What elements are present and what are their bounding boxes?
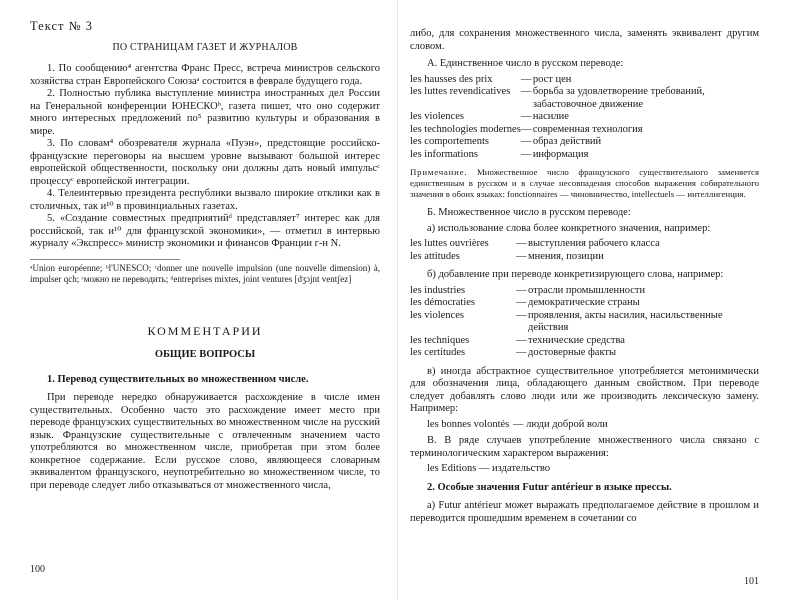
news-paragraph: 4. Телеинтервью президента республики вызвало широкие отклики как в столичных, так и¹⁰ в провинциальных газетах. bbox=[30, 188, 380, 212]
body-paragraph: а) Futur antérieur может выражать предполагаемое действие в прошлом и переводится прошедшим временем в сочетании со bbox=[410, 500, 759, 524]
vocab-row: les industries — отрасли промышленности bbox=[410, 284, 646, 296]
news-paragraph: 2. Полностью публика выступление министра иностранных дел России на Генеральной конференции ЮНЕСКОᵇ, газета пишет, что оно содержит много интересных предложений по⁵ развитию культуры и образования в мире. bbox=[30, 88, 380, 137]
section-b-heading: Б. Множественное число в русском переводе: bbox=[427, 207, 631, 218]
section-title: ПО СТРАНИЦАМ ГАЗЕТ И ЖУРНАЛОВ bbox=[112, 41, 298, 53]
section-b-v: в) иногда абстрактное существительное употребляется метонимически для обозначения лица, обладающего данным свойством. При переводе следует добавлять слово люди или же производить лексическую замену. Например: bbox=[410, 365, 759, 414]
comments-title: КОММЕНТАРИИ bbox=[147, 323, 263, 338]
general-questions-title: ОБЩИЕ ВОПРОСЫ bbox=[154, 349, 256, 360]
news-paragraph: 3. По словам⁴ обозревателя журнала «Пуэн», предстоящие российско-французские переговоры на высшем уровне вызывают большой интерес европейской общественности, поскольку они должны дать новый импульсᶜ процессуᶜ европейской интеграции. bbox=[30, 138, 380, 187]
example-bonnes-volontes bbox=[410, 419, 759, 432]
news-paragraph: 5. «Создание совместных предприятийᵈ представляет⁷ интерес как для российской, так и¹⁰ для французской экономики», — отметил в интервью журналу «Экспресс» министр экономики и финансов Франции г-н N. bbox=[30, 213, 380, 249]
section-b-b: б) добавление при переводе конкретизирующего слова, например: bbox=[427, 269, 724, 280]
page-number-left: 100 bbox=[30, 563, 45, 575]
vocab-row: les certitudes — достоверные факты bbox=[410, 347, 617, 358]
section-a-heading: А. Единственное число в русском переводе: bbox=[427, 58, 624, 69]
section-v-heading: В. В ряде случаев употребление множественного числа связано с терминологическим характером выражения: bbox=[410, 435, 759, 459]
footnote-divider bbox=[30, 259, 180, 260]
example-ru: — люди доброй воли bbox=[513, 418, 608, 430]
vocab-row: les violences — насилие bbox=[410, 111, 569, 122]
example-editions: les Editions — издательство bbox=[427, 463, 551, 474]
vocab-row: les comportements — образ действий bbox=[410, 136, 602, 147]
text-number-title: Текст № 3 bbox=[30, 19, 93, 33]
vocab-row: les luttes revendicatives — борьба за удовлетворение требований, забастовочное движение bbox=[410, 86, 705, 110]
vocab-row: les violences — проявления, акты насилия, насильственные действия bbox=[410, 309, 723, 333]
vocab-row: les hausses des prix — рост цен bbox=[410, 73, 572, 85]
vocab-table-b-b bbox=[410, 285, 759, 360]
vocab-table-a bbox=[410, 74, 759, 162]
vocab-row: les informations — информация bbox=[410, 148, 589, 160]
vocab-row: les attitudes — мнения, позиции bbox=[410, 250, 604, 262]
news-paragraph: 1. По сообщению⁴ агентства Франс Пресс, встреча министров сельского хозяйства стран Европейского Союзаᵃ состоится в феврале будущего года. bbox=[30, 63, 380, 87]
right-page bbox=[398, 0, 793, 600]
example-fr: les bonnes volontés bbox=[427, 418, 510, 430]
note bbox=[410, 167, 759, 200]
note-label: Примечание. bbox=[410, 167, 468, 177]
section-b-a: а) использование слова более конкретного значения, например: bbox=[427, 222, 711, 234]
vocab-row: les techniques — технические средства bbox=[410, 334, 625, 346]
vocab-row: les technologies modernes — современная технология bbox=[410, 123, 643, 135]
vocab-row: les démocraties — демократические страны bbox=[410, 297, 640, 308]
note-text: Множественное число французского существительного заменяется единственным в русском и в случае несовпадения способов выражения собирательного значения в обоих языках: fonctionnaires — чиновничество, intellectuels — интеллигенция. bbox=[410, 167, 760, 199]
heading-futur-anterieur: 2. Особые значения Futur antérieur в языке прессы. bbox=[427, 481, 672, 493]
page-number-right: 101 bbox=[744, 575, 759, 587]
vocab-table-b-a bbox=[410, 238, 759, 263]
heading-plural-nouns: 1. Перевод существительных во множественном числе. bbox=[47, 373, 309, 385]
footnotes: ᵃUnion européenne; ᵇl'UNESCO; ᶜdonner une nouvelle impulsion (une nouvelle dimension) à, impulser qch; ᶜможно не переводить; ᵈentreprises mixtes, joint ventures [dʒɔjnt ventʃez] bbox=[30, 262, 380, 284]
continued-text: либо, для сохранения множественного числа, заменять эквивалент другим словом. bbox=[410, 28, 759, 52]
body-paragraph: При переводе нередко обнаруживается расхождение в числе имен существительных. Особенно часто это расхождение имеет место при переводе французских существительных во множественном числе на русский язык. Французские существительные с отвлеченным значением часто употребляются во множественном числе, приобретая при этом более конкретное содержание. Если русское слово, являющееся словарным эквивалентом французского, неупотребительно во множественном числе, то при переводе следует либо отказываться от множественного числа, bbox=[30, 392, 380, 491]
vocab-row: les luttes ouvrières — выступления рабочего класса bbox=[410, 238, 660, 249]
